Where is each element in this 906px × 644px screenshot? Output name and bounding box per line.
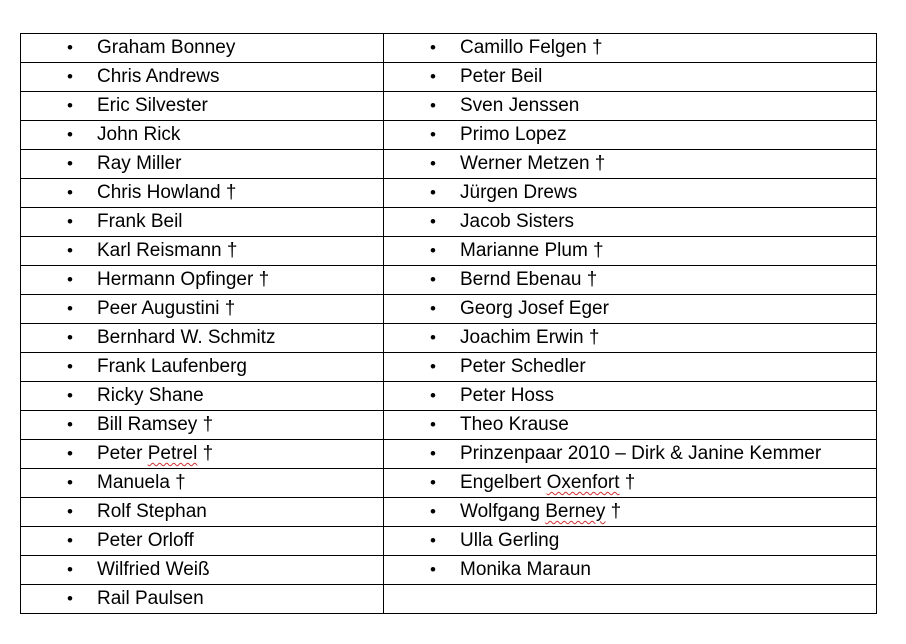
artist-name: John Rick <box>97 124 181 145</box>
bullet-icon: • <box>430 328 436 347</box>
table-row <box>21 411 877 440</box>
list-item <box>384 469 876 497</box>
spellcheck-flagged-word: Petrel <box>147 443 198 464</box>
table-row <box>21 150 877 179</box>
table-row <box>21 237 877 266</box>
table-row <box>21 92 877 121</box>
bullet-icon: • <box>67 386 73 405</box>
left-column-cell[interactable] <box>21 237 384 266</box>
bullet-icon: • <box>67 96 73 115</box>
right-column-cell[interactable] <box>384 63 877 92</box>
bullet-icon: • <box>430 96 436 115</box>
right-column-cell[interactable] <box>384 353 877 382</box>
left-column-cell[interactable] <box>21 63 384 92</box>
bullet-icon: • <box>67 415 73 434</box>
table-row <box>21 527 877 556</box>
artist-name: Wilfried Weiß <box>97 559 210 580</box>
list-item <box>21 411 383 439</box>
right-column-cell[interactable] <box>384 585 877 614</box>
bullet-icon: • <box>67 38 73 57</box>
list-item <box>21 440 383 468</box>
list-item <box>21 382 383 410</box>
artist-name-part: † <box>619 472 636 493</box>
artist-name-part: Engelbert <box>460 472 547 493</box>
list-item <box>384 208 876 236</box>
left-column-cell[interactable] <box>21 179 384 208</box>
bullet-icon: • <box>67 589 73 608</box>
bullet-icon: • <box>430 560 436 579</box>
bullet-icon: • <box>67 125 73 144</box>
artist-name: Bernhard W. Schmitz <box>97 327 276 348</box>
artist-name <box>460 469 635 497</box>
artist-name <box>97 440 213 468</box>
list-item <box>21 179 383 207</box>
spellcheck-flagged-word: Berney <box>545 501 606 522</box>
left-column-cell[interactable] <box>21 382 384 411</box>
artist-name: Joachim Erwin † <box>460 327 600 348</box>
artist-name: Frank Beil <box>97 211 183 232</box>
list-item <box>21 295 383 323</box>
list-item <box>21 150 383 178</box>
artist-name: Hermann Opfinger † <box>97 269 270 290</box>
list-item <box>21 527 383 555</box>
right-column-cell[interactable] <box>384 92 877 121</box>
right-column-cell[interactable] <box>384 324 877 353</box>
list-item <box>384 295 876 323</box>
right-column-cell[interactable] <box>384 34 877 63</box>
bullet-icon: • <box>430 299 436 318</box>
list-item <box>384 34 876 62</box>
table-row <box>21 295 877 324</box>
bullet-icon: • <box>67 531 73 550</box>
table-row <box>21 179 877 208</box>
table-row <box>21 34 877 63</box>
list-item <box>384 382 876 410</box>
spellcheck-flagged-word: Oxenfort <box>546 472 620 493</box>
bullet-icon: • <box>67 270 73 289</box>
artist-name: Peter Schedler <box>460 356 586 377</box>
list-item <box>384 237 876 265</box>
left-column-cell[interactable] <box>21 208 384 237</box>
list-item <box>384 440 876 468</box>
left-column-cell[interactable] <box>21 556 384 585</box>
bullet-icon: • <box>67 473 73 492</box>
artist-name: Frank Laufenberg <box>97 356 247 377</box>
bullet-icon: • <box>67 299 73 318</box>
artist-name: Chris Andrews <box>97 66 220 87</box>
artist-name: Eric Silvester <box>97 95 208 116</box>
bullet-icon: • <box>67 357 73 376</box>
right-column-cell[interactable] <box>384 121 877 150</box>
list-item <box>21 92 383 120</box>
artist-name: Bill Ramsey † <box>97 414 214 435</box>
left-column-cell[interactable] <box>21 353 384 382</box>
bullet-icon: • <box>67 560 73 579</box>
table-row <box>21 324 877 353</box>
artist-name: Monika Maraun <box>460 559 591 580</box>
list-item <box>21 324 383 352</box>
list-item <box>384 63 876 91</box>
right-column-cell[interactable] <box>384 179 877 208</box>
table-row <box>21 266 877 295</box>
bullet-icon: • <box>67 67 73 86</box>
left-column-cell[interactable] <box>21 411 384 440</box>
list-item <box>384 498 876 526</box>
list-item <box>21 585 383 613</box>
artist-name: Primo Lopez <box>460 124 567 145</box>
artist-name: Jürgen Drews <box>460 182 578 203</box>
artist-name: Sven Jenssen <box>460 95 580 116</box>
list-item <box>384 121 876 149</box>
artist-name: Marianne Plum † <box>460 240 604 261</box>
left-column-cell[interactable] <box>21 121 384 150</box>
bullet-icon: • <box>67 183 73 202</box>
artist-name: Ulla Gerling <box>460 530 560 551</box>
artist-name-part: Wolfgang <box>460 501 546 522</box>
bullet-icon: • <box>430 154 436 173</box>
table-row <box>21 556 877 585</box>
right-column-cell[interactable] <box>384 266 877 295</box>
bullet-icon: • <box>430 67 436 86</box>
list-item <box>21 266 383 294</box>
names-table-body <box>21 34 877 614</box>
bullet-icon: • <box>430 125 436 144</box>
artist-name: Rail Paulsen <box>97 588 204 609</box>
right-column-cell[interactable] <box>384 527 877 556</box>
artist-name: Rolf Stephan <box>97 501 207 522</box>
table-row <box>21 121 877 150</box>
bullet-icon: • <box>430 241 436 260</box>
list-item <box>384 92 876 120</box>
bullet-icon: • <box>67 241 73 260</box>
list-item <box>21 63 383 91</box>
left-column-cell[interactable] <box>21 295 384 324</box>
bullet-icon: • <box>430 357 436 376</box>
artist-name: Peter Orloff <box>97 530 194 551</box>
table-row <box>21 440 877 469</box>
left-column-cell[interactable] <box>21 92 384 121</box>
list-item <box>21 469 383 497</box>
bullet-icon: • <box>430 212 436 231</box>
left-column-cell[interactable] <box>21 150 384 179</box>
table-row <box>21 208 877 237</box>
left-column-cell[interactable] <box>21 324 384 353</box>
right-column-cell[interactable] <box>384 498 877 527</box>
right-column-cell[interactable] <box>384 556 877 585</box>
bullet-icon: • <box>67 444 73 463</box>
artist-name: Prinzenpaar 2010 – Dirk & Janine Kemmer <box>460 443 822 464</box>
artist-name: Ray Miller <box>97 153 182 174</box>
artist-name-part: Peter <box>97 443 148 464</box>
artist-name-part: † <box>197 443 214 464</box>
artist-name: Graham Bonney <box>97 37 236 58</box>
left-column-cell[interactable] <box>21 527 384 556</box>
artist-name: Ricky Shane <box>97 385 204 406</box>
right-column-cell[interactable] <box>384 208 877 237</box>
names-table <box>20 33 877 614</box>
artist-name: Theo Krause <box>460 414 569 435</box>
bullet-icon: • <box>430 270 436 289</box>
list-item <box>384 556 876 584</box>
right-column-cell[interactable] <box>384 411 877 440</box>
artist-name <box>460 498 621 526</box>
artist-name: Peter Beil <box>460 66 543 87</box>
table-row <box>21 353 877 382</box>
list-item <box>384 266 876 294</box>
list-item <box>21 121 383 149</box>
artist-name: Werner Metzen † <box>460 153 606 174</box>
artist-name: Camillo Felgen † <box>460 37 603 58</box>
right-column-cell[interactable] <box>384 150 877 179</box>
table-row <box>21 63 877 92</box>
list-item <box>21 556 383 584</box>
table-row <box>21 382 877 411</box>
bullet-icon: • <box>430 183 436 202</box>
right-column-cell[interactable] <box>384 382 877 411</box>
list-item <box>384 324 876 352</box>
bullet-icon: • <box>430 444 436 463</box>
artist-name: Georg Josef Eger <box>460 298 609 319</box>
bullet-icon: • <box>430 386 436 405</box>
list-item <box>21 34 383 62</box>
right-column-cell[interactable] <box>384 440 877 469</box>
table-row <box>21 469 877 498</box>
bullet-icon: • <box>67 154 73 173</box>
artist-name: Karl Reismann † <box>97 240 238 261</box>
list-item <box>21 208 383 236</box>
right-column-cell[interactable] <box>384 469 877 498</box>
list-item <box>384 179 876 207</box>
right-column-cell[interactable] <box>384 237 877 266</box>
artist-name: Manuela † <box>97 472 186 493</box>
table-row <box>21 498 877 527</box>
artist-name: Jacob Sisters <box>460 211 575 232</box>
left-column-cell[interactable] <box>21 440 384 469</box>
bullet-icon: • <box>67 328 73 347</box>
list-item <box>21 498 383 526</box>
artist-name: Peter Hoss <box>460 385 554 406</box>
list-item <box>21 353 383 381</box>
list-item <box>384 150 876 178</box>
right-column-cell[interactable] <box>384 295 877 324</box>
artist-name-part: † <box>605 501 622 522</box>
bullet-icon: • <box>430 38 436 57</box>
artist-name: Peer Augustini † <box>97 298 236 319</box>
artist-name: Bernd Ebenau † <box>460 269 598 290</box>
list-item <box>21 237 383 265</box>
bullet-icon: • <box>430 502 436 521</box>
left-column-cell[interactable] <box>21 498 384 527</box>
list-item <box>384 527 876 555</box>
bullet-icon: • <box>430 415 436 434</box>
left-column-cell[interactable] <box>21 266 384 295</box>
left-column-cell[interactable] <box>21 469 384 498</box>
table-row <box>21 585 877 614</box>
list-item <box>384 353 876 381</box>
left-column-cell[interactable] <box>21 585 384 614</box>
bullet-icon: • <box>67 212 73 231</box>
bullet-icon: • <box>67 502 73 521</box>
bullet-icon: • <box>430 473 436 492</box>
artist-name: Chris Howland † <box>97 182 237 203</box>
list-item <box>384 411 876 439</box>
left-column-cell[interactable] <box>21 34 384 63</box>
bullet-icon: • <box>430 531 436 550</box>
